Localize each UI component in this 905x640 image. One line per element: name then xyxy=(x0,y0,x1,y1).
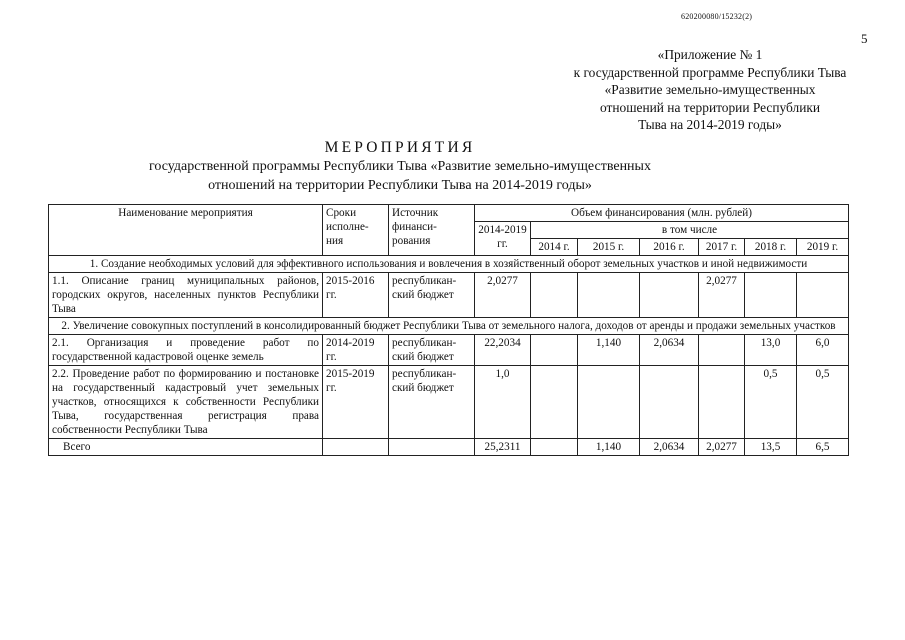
row-2017 xyxy=(699,366,745,439)
header-year-2014: 2014 г. xyxy=(531,239,578,256)
appendix-reference xyxy=(540,46,880,134)
header-including: в том числе xyxy=(531,222,849,239)
row-terms: 2014-2019 гг. xyxy=(323,335,389,366)
total-2014 xyxy=(531,439,578,456)
document-code: 620200080/15232(2) xyxy=(681,12,753,21)
row-2014 xyxy=(531,273,578,318)
row-name: 2.2. Проведение работ по формированию и постановке на государственный кадастровый учет земельных участков, относящихся к собственности Республики Тыва, государственная регистрация права собственности Республики Тыва xyxy=(49,366,323,439)
total-2019: 6,5 xyxy=(797,439,849,456)
header-terms: Сроки исполне-ния xyxy=(323,205,389,256)
table-row xyxy=(49,366,849,439)
row-2016 xyxy=(640,366,699,439)
header-year-2018: 2018 г. xyxy=(745,239,797,256)
section-2-title: 2. Увеличение совокупных поступлений в консолидированный бюджет Республики Тыва от земельного налога, доходов от аренды и продажи земельных участков xyxy=(49,318,849,335)
row-2015 xyxy=(578,273,640,318)
total-row xyxy=(49,439,849,456)
title-main: МЕРОПРИЯТИЯ xyxy=(324,139,476,156)
row-2018 xyxy=(745,273,797,318)
row-2015 xyxy=(578,366,640,439)
total-2015: 1,140 xyxy=(578,439,640,456)
row-total: 22,2034 xyxy=(475,335,531,366)
row-source: республикан-ский бюджет xyxy=(389,335,475,366)
document-title xyxy=(120,138,680,195)
row-2016: 2,0634 xyxy=(640,335,699,366)
row-2015: 1,140 xyxy=(578,335,640,366)
row-total: 1,0 xyxy=(475,366,531,439)
measures-table xyxy=(48,204,849,456)
section-row xyxy=(49,256,849,273)
row-total: 2,0277 xyxy=(475,273,531,318)
total-2018: 13,5 xyxy=(745,439,797,456)
page-number: 5 xyxy=(861,31,868,46)
table-row xyxy=(49,335,849,366)
header-year-2017: 2017 г. xyxy=(699,239,745,256)
row-2017 xyxy=(699,335,745,366)
header-year-2016: 2016 г. xyxy=(640,239,699,256)
appendix-line: к государственной программе Республики Тыва xyxy=(573,64,847,80)
row-2019 xyxy=(797,273,849,318)
header-year-2015: 2015 г. xyxy=(578,239,640,256)
row-name: 2.1. Организация и проведение работ по государственной кадастровой оценке земель xyxy=(49,335,323,366)
table-header-row xyxy=(49,205,849,222)
title-subtitle-line: отношений на территории Республики Тыва на 2014-2019 годы» xyxy=(208,178,592,193)
row-name: 1.1. Описание границ муниципальных районов, городских округов, населенных пунктов Республики Тыва xyxy=(49,273,323,318)
total-label: Всего xyxy=(49,439,323,456)
row-source: республикан-ский бюджет xyxy=(389,366,475,439)
header-name: Наименование мероприятия xyxy=(49,205,323,256)
appendix-line: «Приложение № 1 xyxy=(657,47,763,62)
row-terms: 2015-2019 гг. xyxy=(323,366,389,439)
row-2019: 0,5 xyxy=(797,366,849,439)
total-terms xyxy=(323,439,389,456)
section-row xyxy=(49,318,849,335)
appendix-line: отношений на территории Республики xyxy=(599,99,821,115)
section-1-title: 1. Создание необходимых условий для эффективного использования и вовлечения в хозяйственный оборот земельных участков и иной недвижимости xyxy=(49,256,849,273)
row-2016 xyxy=(640,273,699,318)
row-terms: 2015-2016 гг. xyxy=(323,273,389,318)
row-2018: 0,5 xyxy=(745,366,797,439)
appendix-line: «Развитие земельно-имущественных xyxy=(604,82,816,97)
row-2014 xyxy=(531,335,578,366)
title-subtitle-line: государственной программы Республики Тыва «Развитие земельно-имущественных xyxy=(149,159,651,174)
row-2017: 2,0277 xyxy=(699,273,745,318)
table-row xyxy=(49,273,849,318)
total-source xyxy=(389,439,475,456)
total-sum: 25,2311 xyxy=(475,439,531,456)
row-2018: 13,0 xyxy=(745,335,797,366)
header-source: Источник финанси-рования xyxy=(389,205,475,256)
row-2014 xyxy=(531,366,578,439)
row-source: республикан-ский бюджет xyxy=(389,273,475,318)
appendix-line: Тыва на 2014-2019 годы» xyxy=(638,117,782,132)
total-2017: 2,0277 xyxy=(699,439,745,456)
header-year-2019: 2019 г. xyxy=(797,239,849,256)
header-total-years: 2014-2019 гг. xyxy=(475,222,531,256)
total-2016: 2,0634 xyxy=(640,439,699,456)
header-funding: Объем финансирования (млн. рублей) xyxy=(475,205,849,222)
row-2019: 6,0 xyxy=(797,335,849,366)
